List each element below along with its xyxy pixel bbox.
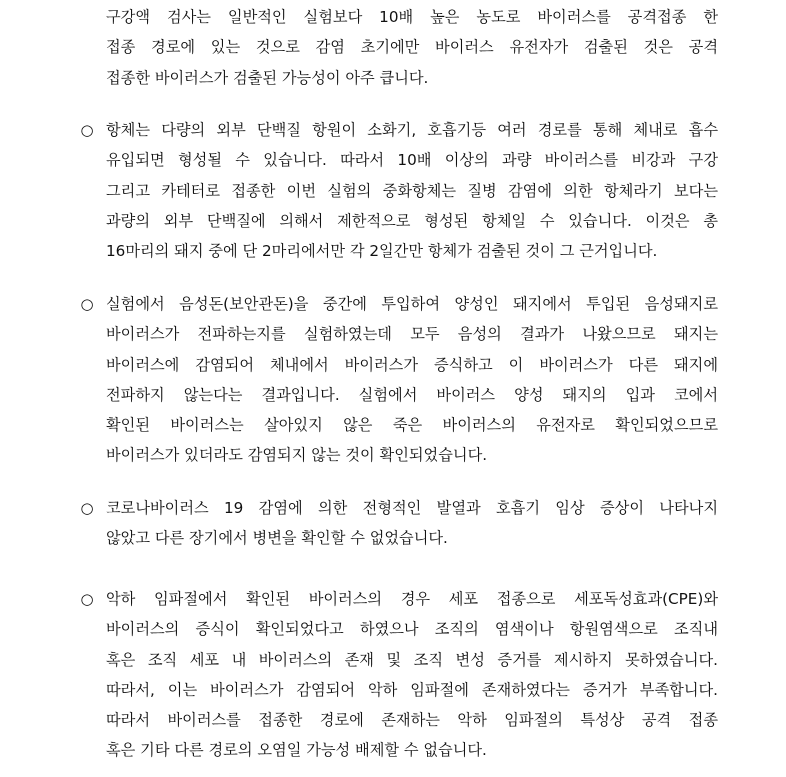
text-line: 16마리의 돼지 중에 단 2마리에서만 각 2일간만 항체가 검출된 것이 그 근거입니다. — [106, 242, 658, 261]
text-line: 접종한 바이러스가 검출된 가능성이 아주 큽니다. — [106, 68, 429, 87]
text-line: 따라서, 이는 바이러스가 감염되어 악하 임파절에 존재하였다는 증거가 부족합니다. — [106, 680, 718, 699]
text-line: 코로나바이러스 19 감염에 의한 전형적인 발열과 호흡기 임상 증상이 나타나지 — [106, 499, 718, 517]
text-line: 실험에서 음성돈(보안관돈)을 중간에 투입하여 양성인 돼지에서 투입된 음성돼지로 — [106, 295, 718, 313]
text-line: 않았고 다른 장기에서 병변을 확인할 수 없었습니다. — [106, 529, 448, 548]
text-line: 바이러스의 증식이 확인되었다고 하였으나 조직의 염색이나 항원염색으로 조직내 — [106, 620, 718, 639]
text-line: 전파하지 않는다는 결과입니다. 실험에서 바이러스 양성 돼지의 입과 코에서 — [106, 385, 718, 404]
text-line: 과량의 외부 단백질에 의해서 제한적으로 형성된 항체일 수 있습니다. 이것은 총 — [106, 211, 718, 230]
text-line: 악하 임파절에서 확인된 바이러스의 경우 세포 접종으로 세포독성효과(CPE)와 — [106, 590, 718, 608]
text-line: 항체는 다량의 외부 단백질 항원이 소화기, 호흡기등 여러 경로를 통해 체내로 흡수 — [106, 121, 718, 139]
text-line: 바이러스가 전파하는지를 실험하였는데 모두 음성의 결과가 나왔으므로 돼지는 — [106, 325, 718, 344]
text-line: 확인된 바이러스는 살아있지 않은 죽은 바이러스의 유전자로 확인되었으므로 — [106, 416, 718, 435]
paragraph-text — [106, 493, 718, 554]
text-line: 혹은 기타 다른 경로의 오염일 가능성 배제할 수 없습니다. — [106, 741, 487, 760]
circle-bullet-icon: ○ — [80, 499, 94, 517]
text-line: 바이러스가 있더라도 감염되지 않는 것이 확인되었습니다. — [106, 446, 488, 465]
paragraph-text — [106, 584, 718, 766]
paragraph-text — [106, 289, 718, 471]
paragraph-text — [106, 2, 718, 93]
circle-bullet-icon: ○ — [80, 295, 94, 313]
text-line: 구강액 검사는 일반적인 실험보다 10배 높은 농도로 바이러스를 공격접종 한 — [106, 8, 718, 26]
paragraph-text — [106, 115, 718, 266]
text-line: 접종 경로에 있는 것으로 감염 초기에만 바이러스 유전자가 검출된 것은 공격 — [106, 38, 718, 57]
text-line: 혹은 조직 세포 내 바이러스의 존재 및 조직 변성 증거를 제시하지 못하였습니다. — [106, 650, 718, 669]
circle-bullet-icon: ○ — [80, 590, 94, 608]
text-line: 그리고 카테터로 접종한 이번 실험의 중화항체는 질병 감염에 의한 항체라기 보다는 — [106, 181, 718, 200]
text-line: 바이러스에 감염되어 체내에서 바이러스가 증식하고 이 바이러스가 다른 돼지에 — [106, 355, 718, 374]
circle-bullet-icon: ○ — [80, 121, 94, 139]
text-line: 따라서 바이러스를 접종한 경로에 존재하는 악하 임파절의 특성상 공격 접종 — [106, 711, 718, 730]
text-line: 유입되면 형성될 수 있습니다. 따라서 10배 이상의 과량 바이러스를 비강과 구강 — [106, 151, 718, 170]
